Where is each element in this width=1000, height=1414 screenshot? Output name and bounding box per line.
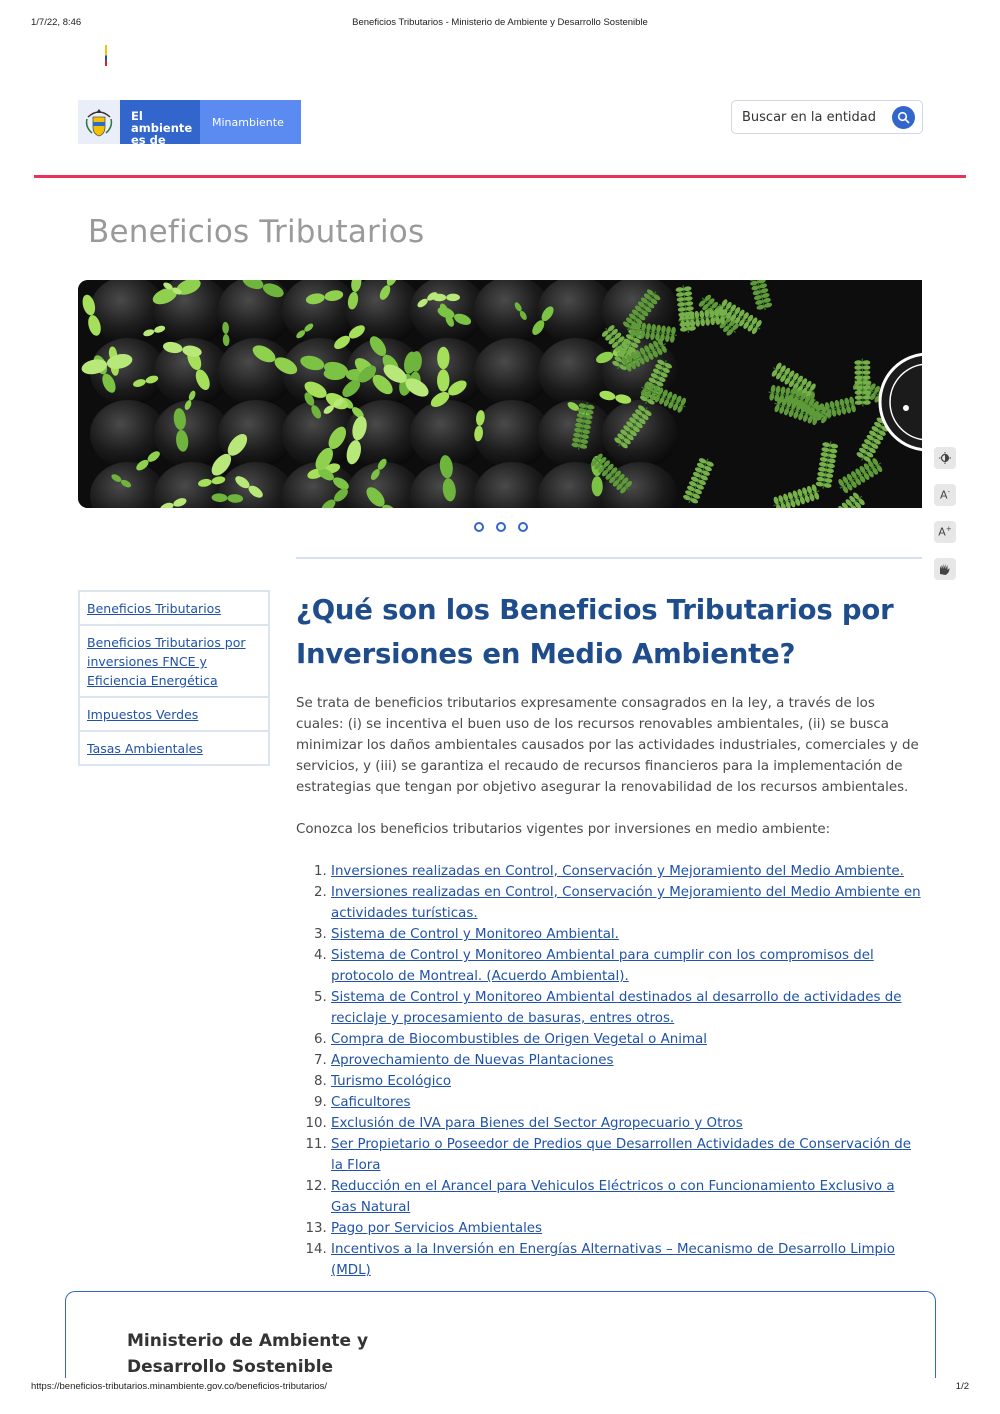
sidenav-item-beneficios (80, 592, 268, 626)
main-content (296, 588, 924, 1281)
carousel-dot[interactable] (474, 522, 484, 532)
list-item (331, 1071, 924, 1092)
benefit-link[interactable]: Pago por Servicios Ambientales (331, 1221, 543, 1236)
minambiente-logo[interactable] (78, 100, 301, 159)
list-item (331, 1134, 924, 1176)
benefit-link[interactable]: Sistema de Control y Monitoreo Ambiental para cumplir con los compromisos del protocolo de Montreal. (Acuerdo Ambiental). (331, 948, 874, 984)
logo-entity-name: Minambiente (200, 100, 301, 144)
print-header (31, 17, 969, 31)
side-navigation (78, 590, 270, 766)
sidenav-item-fnce (80, 626, 268, 698)
sign-language-icon[interactable] (934, 558, 956, 580)
benefits-list (296, 861, 924, 1281)
sidenav-link-impuestos-verdes[interactable]: Impuestos Verdes (87, 707, 199, 722)
print-url: https://beneficios-tributarios.minambiente.gov.co/beneficios-tributarios/ (31, 1381, 328, 1392)
sidenav-item-impuestos-verdes (80, 698, 268, 732)
list-item (331, 1050, 924, 1071)
benefit-link[interactable]: Sistema de Control y Monitoreo Ambiental. (331, 927, 619, 942)
sidenav-link-beneficios[interactable]: Beneficios Tributarios (87, 601, 221, 616)
print-date: 1/7/22, 8:46 (31, 17, 82, 28)
search-input[interactable] (731, 100, 923, 134)
list-item (331, 861, 924, 882)
list-item (331, 1218, 924, 1239)
benefit-link[interactable]: Exclusión de IVA para Bienes del Sector Agropecuario y Otros (331, 1116, 743, 1131)
benefit-link[interactable]: Inversiones realizadas en Control, Conservación y Mejoramiento del Medio Ambiente. (331, 864, 904, 879)
carousel-dots (474, 522, 528, 532)
intro-paragraph: Se trata de beneficios tributarios expresamente consagrados en la ley, a través de los cuales: (i) se incentiva el buen uso de los recursos renovables ambientales, (ii) se busca minimizar los daños ambientales causados por las actividades industriales, comerciales y de servicios, y (iii) se garantiza el recaudo de recursos financieros para la implementación de estrategias que tengan por objetivo asegurar la renovabilidad de los recursos ambientales. (296, 696, 919, 795)
search-button[interactable] (892, 106, 915, 129)
seedlings-photo (78, 280, 922, 508)
list-item (331, 987, 924, 1029)
benefit-link[interactable]: Caficultores (331, 1095, 411, 1110)
print-footer (31, 1381, 969, 1395)
logo-slogan-line1: El ambiente (131, 109, 193, 135)
benefit-link[interactable]: Inversiones realizadas en Control, Conservación y Mejoramiento del Medio Ambiente en actividades turísticas. (331, 885, 921, 921)
benefit-link[interactable]: Sistema de Control y Monitoreo Ambiental destinados al desarrollo de actividades de reciclaje y procesamiento de basuras, entres otros. (331, 990, 902, 1026)
content-divider (296, 557, 922, 559)
benefit-link[interactable]: Turismo Ecológico (331, 1074, 452, 1089)
logo-slogan (120, 100, 200, 159)
footer-title: Ministerio de Ambiente y Desarrollo Sostenible (127, 1331, 369, 1377)
coat-of-arms-icon (78, 100, 120, 144)
benefit-link[interactable]: Aprovechamiento de Nuevas Plantaciones (331, 1053, 614, 1068)
benefit-link[interactable]: Reducción en el Arancel para Vehiculos Eléctricos o con Funcionamiento Exclusivo a Gas Natural (331, 1179, 895, 1215)
list-item (331, 882, 924, 924)
logo-slogan-line2: es de todos (131, 133, 168, 159)
sidenav-item-tasas (80, 732, 268, 764)
carousel-dot[interactable] (518, 522, 528, 532)
lead-paragraph: Conozca los beneficios tributarios vigentes por inversiones en medio ambiente: (296, 822, 831, 837)
list-item (331, 1092, 924, 1113)
list-item (331, 1113, 924, 1134)
search-icon (897, 111, 910, 124)
sidenav-link-tasas[interactable]: Tasas Ambientales (87, 741, 203, 756)
print-title: Beneficios Tributarios - Ministerio de Ambiente y Desarrollo Sostenible (352, 17, 648, 28)
list-item (331, 1176, 924, 1218)
font-increase-icon[interactable]: A+ (934, 521, 956, 543)
font-decrease-icon[interactable]: A- (934, 484, 956, 506)
list-item (331, 1029, 924, 1050)
colombia-flag-strip (105, 45, 107, 66)
sidenav-link-fnce[interactable]: Beneficios Tributarios por inversiones FNCE y Eficiencia Energética (87, 635, 246, 688)
list-item (331, 924, 924, 945)
content-heading: ¿Qué son los Beneficios Tributarios por Inversiones en Medio Ambiente? (296, 594, 894, 670)
list-item (331, 945, 924, 987)
benefit-link[interactable]: Incentivos a la Inversión en Energías Alternativas – Mecanismo de Desarrollo Limpio (MDL) (331, 1242, 895, 1278)
print-page-number: 1/2 (955, 1381, 969, 1392)
hero-banner-image[interactable] (78, 280, 922, 508)
benefit-link[interactable]: Compra de Biocombustibles de Origen Vegetal o Animal (331, 1032, 707, 1047)
carousel-dot[interactable] (496, 522, 506, 532)
list-item (331, 1239, 924, 1281)
accessibility-toolbar (934, 447, 956, 595)
search-placeholder: Buscar en la entidad (742, 109, 877, 125)
page-title: Beneficios Tributarios (88, 214, 425, 250)
contrast-icon[interactable] (934, 447, 956, 469)
header-divider (34, 175, 966, 178)
benefit-link[interactable]: Ser Propietario o Poseedor de Predios que Desarrollen Actividades de Conservación de la Flora (331, 1137, 911, 1173)
